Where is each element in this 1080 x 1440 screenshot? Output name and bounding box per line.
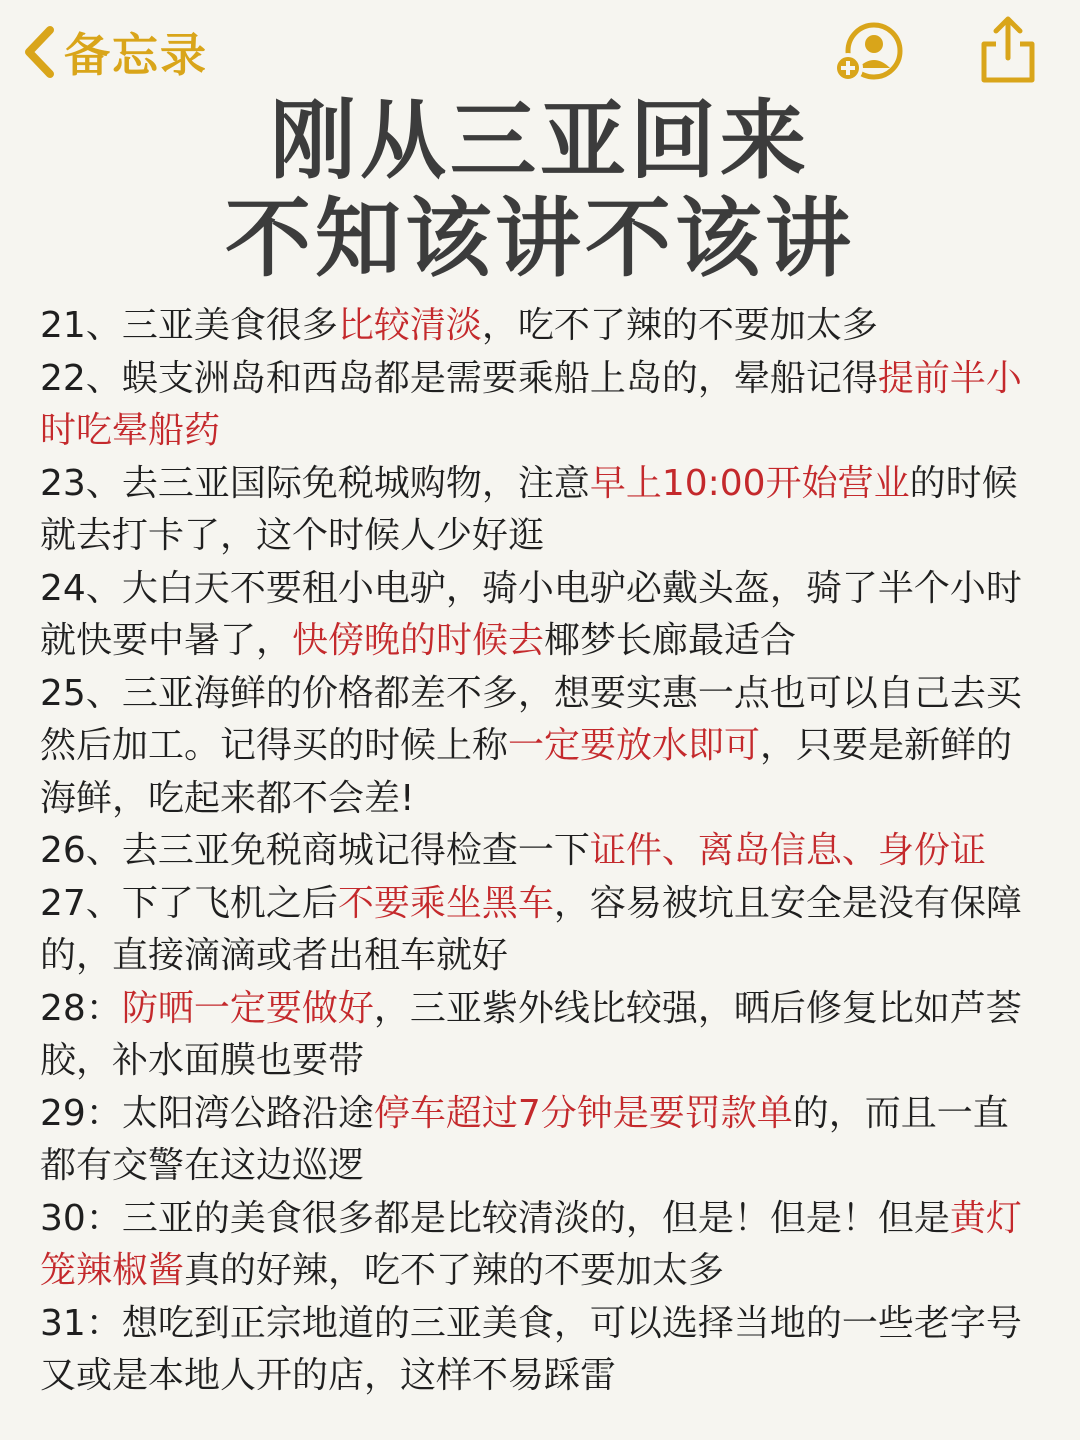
note-item-26: 26、去三亚免税商城记得检查一下证件、离岛信息、身份证 — [40, 830, 986, 871]
highlight: 停车超过7分钟是要罚款单 — [373, 1092, 793, 1134]
title-line-2: 不知该讲不该讲 — [225, 189, 855, 289]
add-person-icon — [830, 73, 910, 92]
note-item-21: 21、三亚美食很多比较清淡，吃不了辣的不要加太多 — [40, 305, 878, 346]
note-item-24: 24、大白天不要租小电驴，骑小电驴必戴头盔，骑了半个小时就快要中暑了，快傍晚的时候去椰梦长廊最适合 — [40, 567, 1022, 661]
note-title — [0, 92, 1080, 288]
note-item-31: 31：想吃到正宗地道的三亚美食，可以选择当地的一些老字号又或是本地人开的店，这样不易踩雷 — [40, 1302, 1022, 1396]
note-item-25: 25、三亚海鲜的价格都差不多，想要实惠一点也可以自己去买然后加工。记得买的时候上称一定要放水即可，只要是新鲜的海鲜，吃起来都不会差! — [40, 672, 1022, 819]
top-bar — [0, 0, 1080, 100]
highlight: 黄灯笼辣椒酱 — [40, 1197, 1022, 1291]
note-item-29: 29：太阳湾公路沿途停车超过7分钟是要罚款单的，而且一直都有交警在这边巡逻 — [40, 1092, 1009, 1186]
note-item-22: 22、蜈支洲岛和西岛都是需要乘船上岛的，晕船记得提前半小时吃晕船药 — [40, 357, 1022, 451]
note-item-30: 30：三亚的美食很多都是比较清淡的，但是！但是！但是黄灯笼辣椒酱真的好辣，吃不了辣的不要加太多 — [40, 1197, 1022, 1291]
back-label: 备忘录 — [64, 28, 208, 82]
note-item-27: 27、下了飞机之后不要乘坐黑车，容易被坑且安全是没有保障的，直接滴滴或者出租车就好 — [40, 882, 1022, 976]
highlight: 早上10:00开始营业 — [589, 462, 910, 504]
share-icon — [976, 71, 1040, 90]
highlight: 证件、离岛信息、身份证 — [589, 830, 986, 871]
share-button[interactable] — [976, 14, 1040, 86]
add-person-button[interactable] — [830, 18, 910, 88]
highlight: 提前半小时吃晕船药 — [40, 357, 1022, 451]
title-line-1: 刚从三亚回来 — [270, 91, 810, 191]
note-item-23: 23、去三亚国际免税城购物，注意早上10:00开始营业的时候就去打卡了，这个时候人少好逛 — [40, 462, 1018, 556]
highlight: 不要乘坐黑车 — [337, 882, 554, 924]
chevron-left-icon — [22, 25, 56, 79]
highlight: 一定要放水即可 — [508, 725, 761, 766]
highlight: 比较清淡 — [337, 305, 482, 346]
highlight: 快傍晚的时候去 — [292, 620, 545, 661]
note-body[interactable] — [40, 300, 1040, 1403]
highlight: 防晒一定要做好 — [121, 987, 374, 1029]
back-button[interactable] — [22, 22, 208, 82]
note-item-28: 28：防晒一定要做好，三亚紫外线比较强，晒后修复比如芦荟胶，补水面膜也要带 — [40, 987, 1022, 1081]
